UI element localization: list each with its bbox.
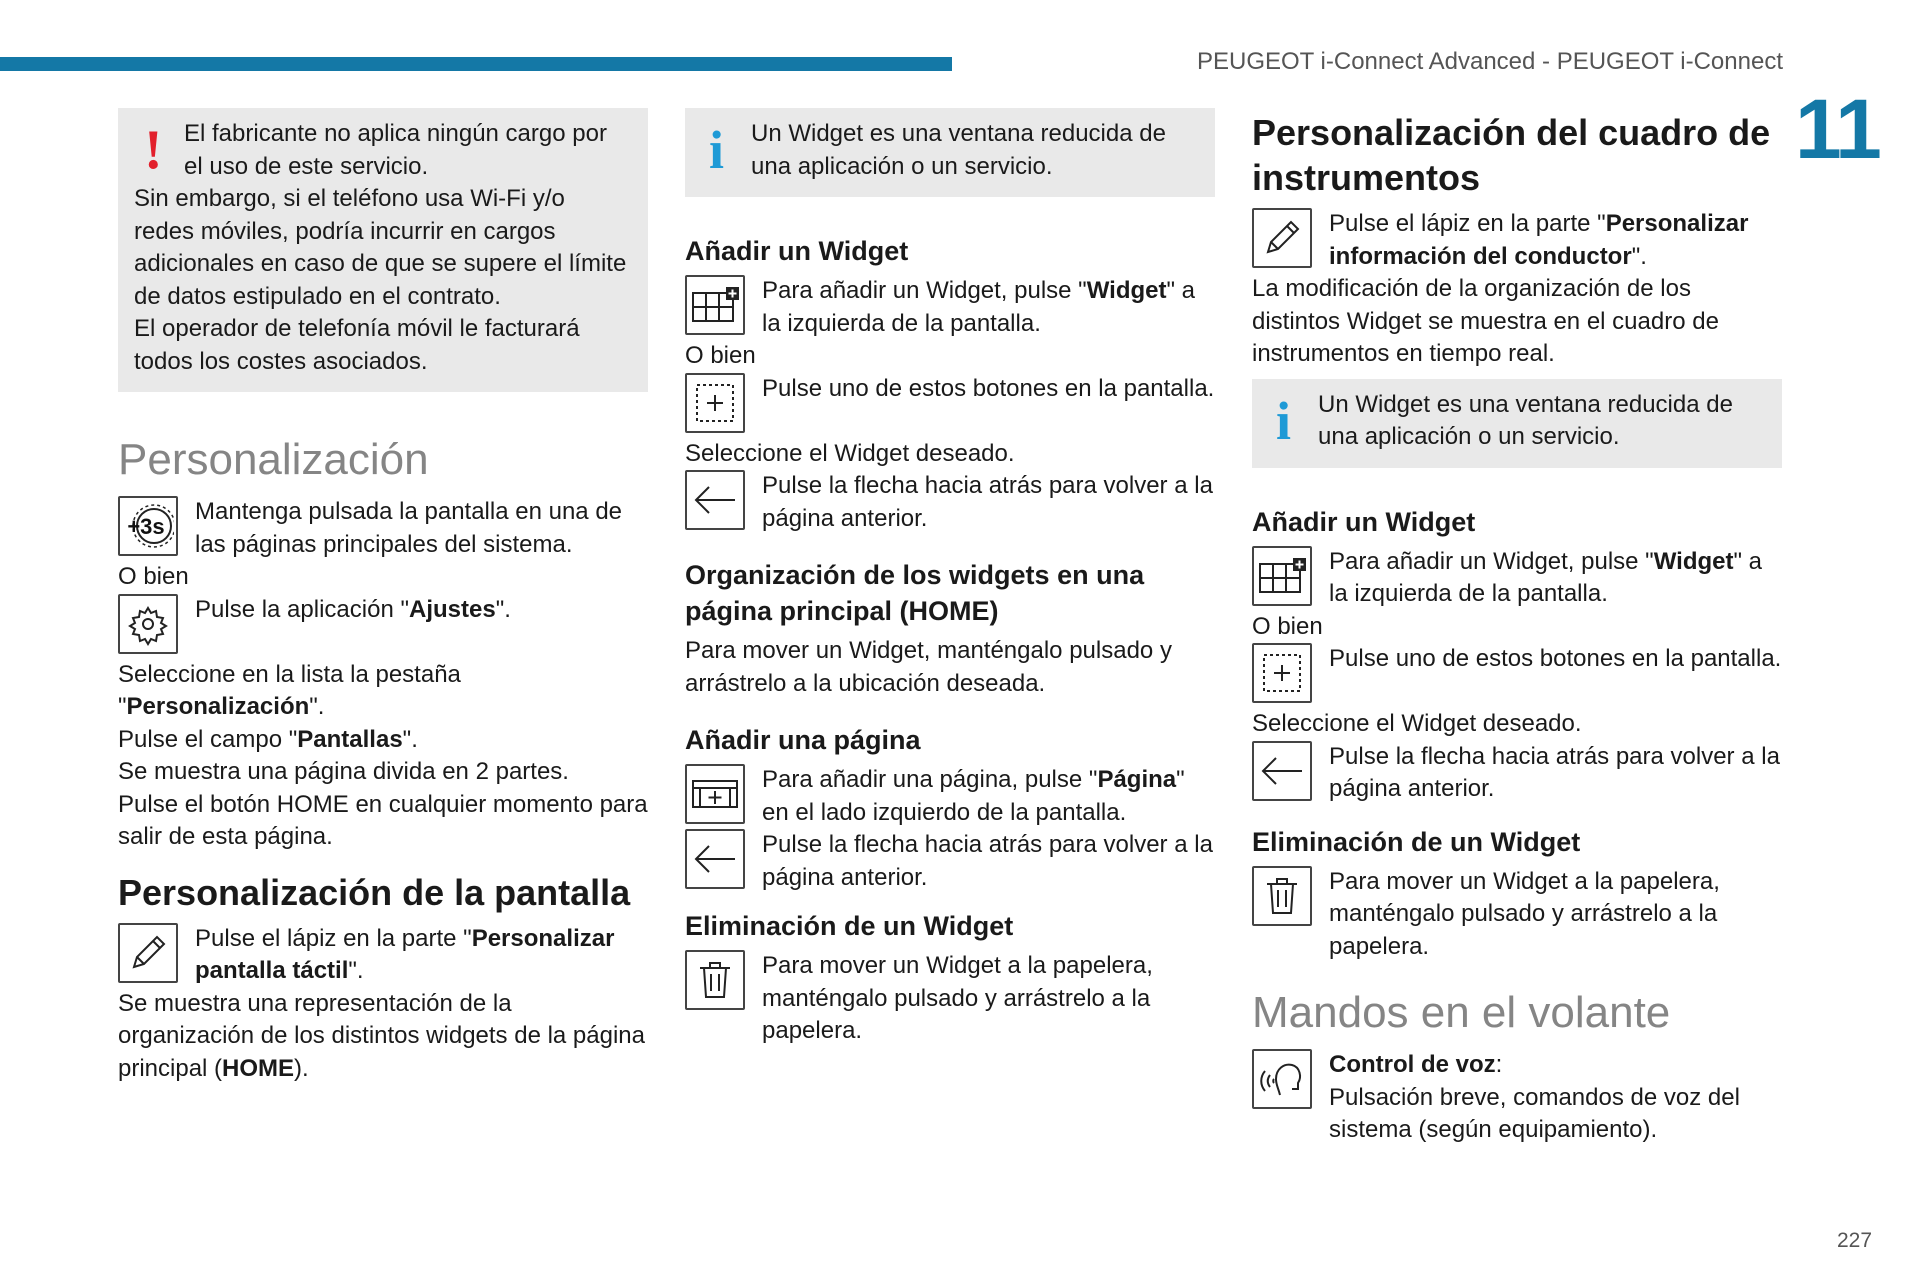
back-arrow-icon bbox=[685, 829, 745, 889]
cluster-pencil-text: Pulse el lápiz en la parte "Personalizar información del conductor". bbox=[1329, 210, 1749, 270]
warning-body: Sin embargo, si el teléfono usa Wi-Fi y/o redes móviles, podría incurrir en cargos adicionales en caso de que se supere el límite de datos estipulado en el contrato. bbox=[134, 185, 627, 310]
field-text: Pulse el campo "Pantallas". bbox=[118, 725, 418, 753]
delete-widget-title: Eliminación de un Widget bbox=[685, 911, 1014, 941]
back-text-3: Pulse la flecha hacia atrás para volver a la página anterior. bbox=[1329, 742, 1780, 802]
pencil-text: Pulse el lápiz en la parte "Personalizar pantalla táctil". bbox=[195, 924, 615, 984]
back-arrow-icon bbox=[1252, 741, 1312, 801]
hold-3s-icon bbox=[118, 496, 178, 556]
tab-text: Seleccione en la lista la pestaña "Personalización". bbox=[118, 660, 461, 720]
pencil-icon bbox=[1252, 208, 1312, 268]
back-text-2: Pulse la flecha hacia atrás para volver a la página anterior. bbox=[762, 831, 1213, 891]
section-title-mandos: Mandos en el volante bbox=[1252, 988, 1671, 1037]
organize-text: Para mover un Widget, manténgalo pulsado y arrástrelo a la ubicación deseada. bbox=[685, 637, 1172, 697]
warning-line1: El fabricante no aplica ningún cargo por el uso de este servicio. bbox=[184, 120, 607, 180]
back-text: Pulse la flecha hacia atrás para volver a la página anterior. bbox=[762, 472, 1213, 532]
add-widget-instruction bbox=[685, 275, 1215, 340]
select-widget-text-2: Seleccione el Widget deseado. bbox=[1252, 710, 1582, 737]
section-title-pantalla: Personalización de la pantalla bbox=[118, 871, 631, 913]
select-widget-text: Seleccione el Widget deseado. bbox=[685, 439, 1015, 467]
info-icon: i bbox=[709, 120, 725, 180]
section-title-personalizacion: Personalización bbox=[118, 435, 429, 484]
trash-icon bbox=[1252, 866, 1312, 926]
voice-instruction bbox=[1252, 1049, 1782, 1147]
hold-icon-label: +3s bbox=[127, 514, 165, 539]
pantalla-desc: Se muestra una representación de la organización de los distintos widgets de la página principal (HOME). bbox=[118, 989, 646, 1082]
trash-icon bbox=[685, 950, 745, 1010]
plus-text: Pulse uno de estos botones en la pantalla. bbox=[762, 374, 1215, 402]
info-icon: i bbox=[1276, 390, 1292, 451]
add-page-icon bbox=[685, 764, 745, 824]
or-text-2: O bien bbox=[685, 342, 756, 369]
info-box-2 bbox=[1252, 379, 1782, 468]
add-widget-instruction-2 bbox=[1252, 546, 1782, 611]
page-number: 227 bbox=[1837, 1229, 1873, 1252]
cluster-desc: La modificación de la organización de los distintos Widget se muestra en el cuadro de instrumentos en tiempo real. bbox=[1252, 275, 1719, 367]
delete-text: Para mover un Widget a la papelera, manténgalo pulsado y arrástrelo a la papelera. bbox=[762, 952, 1153, 1044]
header-title: PEUGEOT i-Connect Advanced - PEUGEOT i-Connect bbox=[1196, 48, 1783, 75]
widget-grid-icon bbox=[685, 275, 745, 335]
widget-grid-icon bbox=[1252, 546, 1312, 606]
warning-icon: ! bbox=[144, 119, 163, 181]
delete-instruction bbox=[685, 950, 1215, 1048]
plus-text-2: Pulse uno de estos botones en la pantalla. bbox=[1329, 645, 1782, 672]
add-widget-title: Añadir un Widget bbox=[685, 236, 909, 266]
delete-instruction-2 bbox=[1252, 866, 1782, 964]
plus-dashed-icon bbox=[1252, 643, 1312, 703]
add-widget-text: Para añadir un Widget, pulse "Widget" a la izquierda de la pantalla. bbox=[762, 277, 1196, 337]
plus-instruction-2 bbox=[1252, 643, 1782, 708]
add-page-title: Añadir una página bbox=[685, 725, 921, 755]
add-page-text: Para añadir una página, pulse "Página" en el lado izquierdo de la pantalla. bbox=[762, 766, 1185, 826]
back-instruction-2 bbox=[685, 829, 1215, 894]
info-box bbox=[685, 108, 1215, 197]
gear-icon bbox=[118, 594, 178, 654]
settings-text: Pulse la aplicación "Ajustes". bbox=[195, 595, 511, 623]
back-instruction-3 bbox=[1252, 741, 1782, 806]
warning-body2: El operador de telefonía móvil le facturará todos los costes asociados. bbox=[134, 315, 580, 375]
back-arrow-icon bbox=[685, 470, 745, 530]
add-widget-title-2: Añadir un Widget bbox=[1252, 506, 1476, 537]
or-text-3: O bien bbox=[1252, 612, 1323, 640]
cluster-pencil-instruction bbox=[1252, 208, 1782, 273]
voice-text: Pulsación breve, comandos de voz del sistema (según equipamiento). bbox=[1329, 1083, 1740, 1143]
or-text: O bien bbox=[118, 563, 189, 590]
add-page-instruction bbox=[685, 764, 1215, 829]
hold-instruction bbox=[118, 496, 648, 561]
column-left bbox=[118, 108, 648, 1085]
delete-widget-title-2: Eliminación de un Widget bbox=[1252, 826, 1581, 857]
plus-dashed-icon bbox=[685, 373, 745, 433]
hold-text: Mantenga pulsada la pantalla en una de las páginas principales del sistema. bbox=[195, 498, 623, 558]
info-text: Un Widget es una ventana reducida de una aplicación o un servicio. bbox=[751, 120, 1166, 180]
add-widget-text-2: Para añadir un Widget, pulse "Widget" a la izquierda de la pantalla. bbox=[1329, 547, 1763, 607]
delete-text-2: Para mover un Widget a la papelera, manténgalo pulsado y arrástrelo a la papelera. bbox=[1329, 867, 1720, 960]
info-text-2: Un Widget es una ventana reducida de una aplicación o un servicio. bbox=[1318, 390, 1733, 450]
warning-box bbox=[118, 108, 648, 392]
column-middle bbox=[685, 108, 1215, 1048]
header-accent-bar bbox=[0, 57, 952, 71]
organize-title: Organización de los widgets en una página principal (HOME) bbox=[685, 560, 1145, 626]
plus-instruction bbox=[685, 373, 1215, 438]
chapter-number: 11 bbox=[1795, 82, 1880, 176]
pencil-instruction bbox=[118, 923, 648, 988]
settings-instruction bbox=[118, 594, 648, 659]
voice-command-icon bbox=[1252, 1049, 1312, 1109]
cluster-title: Personalización del cuadro de instrumentos bbox=[1252, 112, 1771, 198]
split-text: Se muestra una página divida en 2 partes. bbox=[118, 758, 569, 785]
column-right bbox=[1252, 110, 1782, 1147]
voice-label: Control de voz: bbox=[1329, 1051, 1503, 1078]
home-text: Pulse el botón HOME en cualquier momento para salir de esta página. bbox=[118, 790, 648, 850]
back-instruction bbox=[685, 470, 1215, 535]
pencil-icon bbox=[118, 923, 178, 983]
